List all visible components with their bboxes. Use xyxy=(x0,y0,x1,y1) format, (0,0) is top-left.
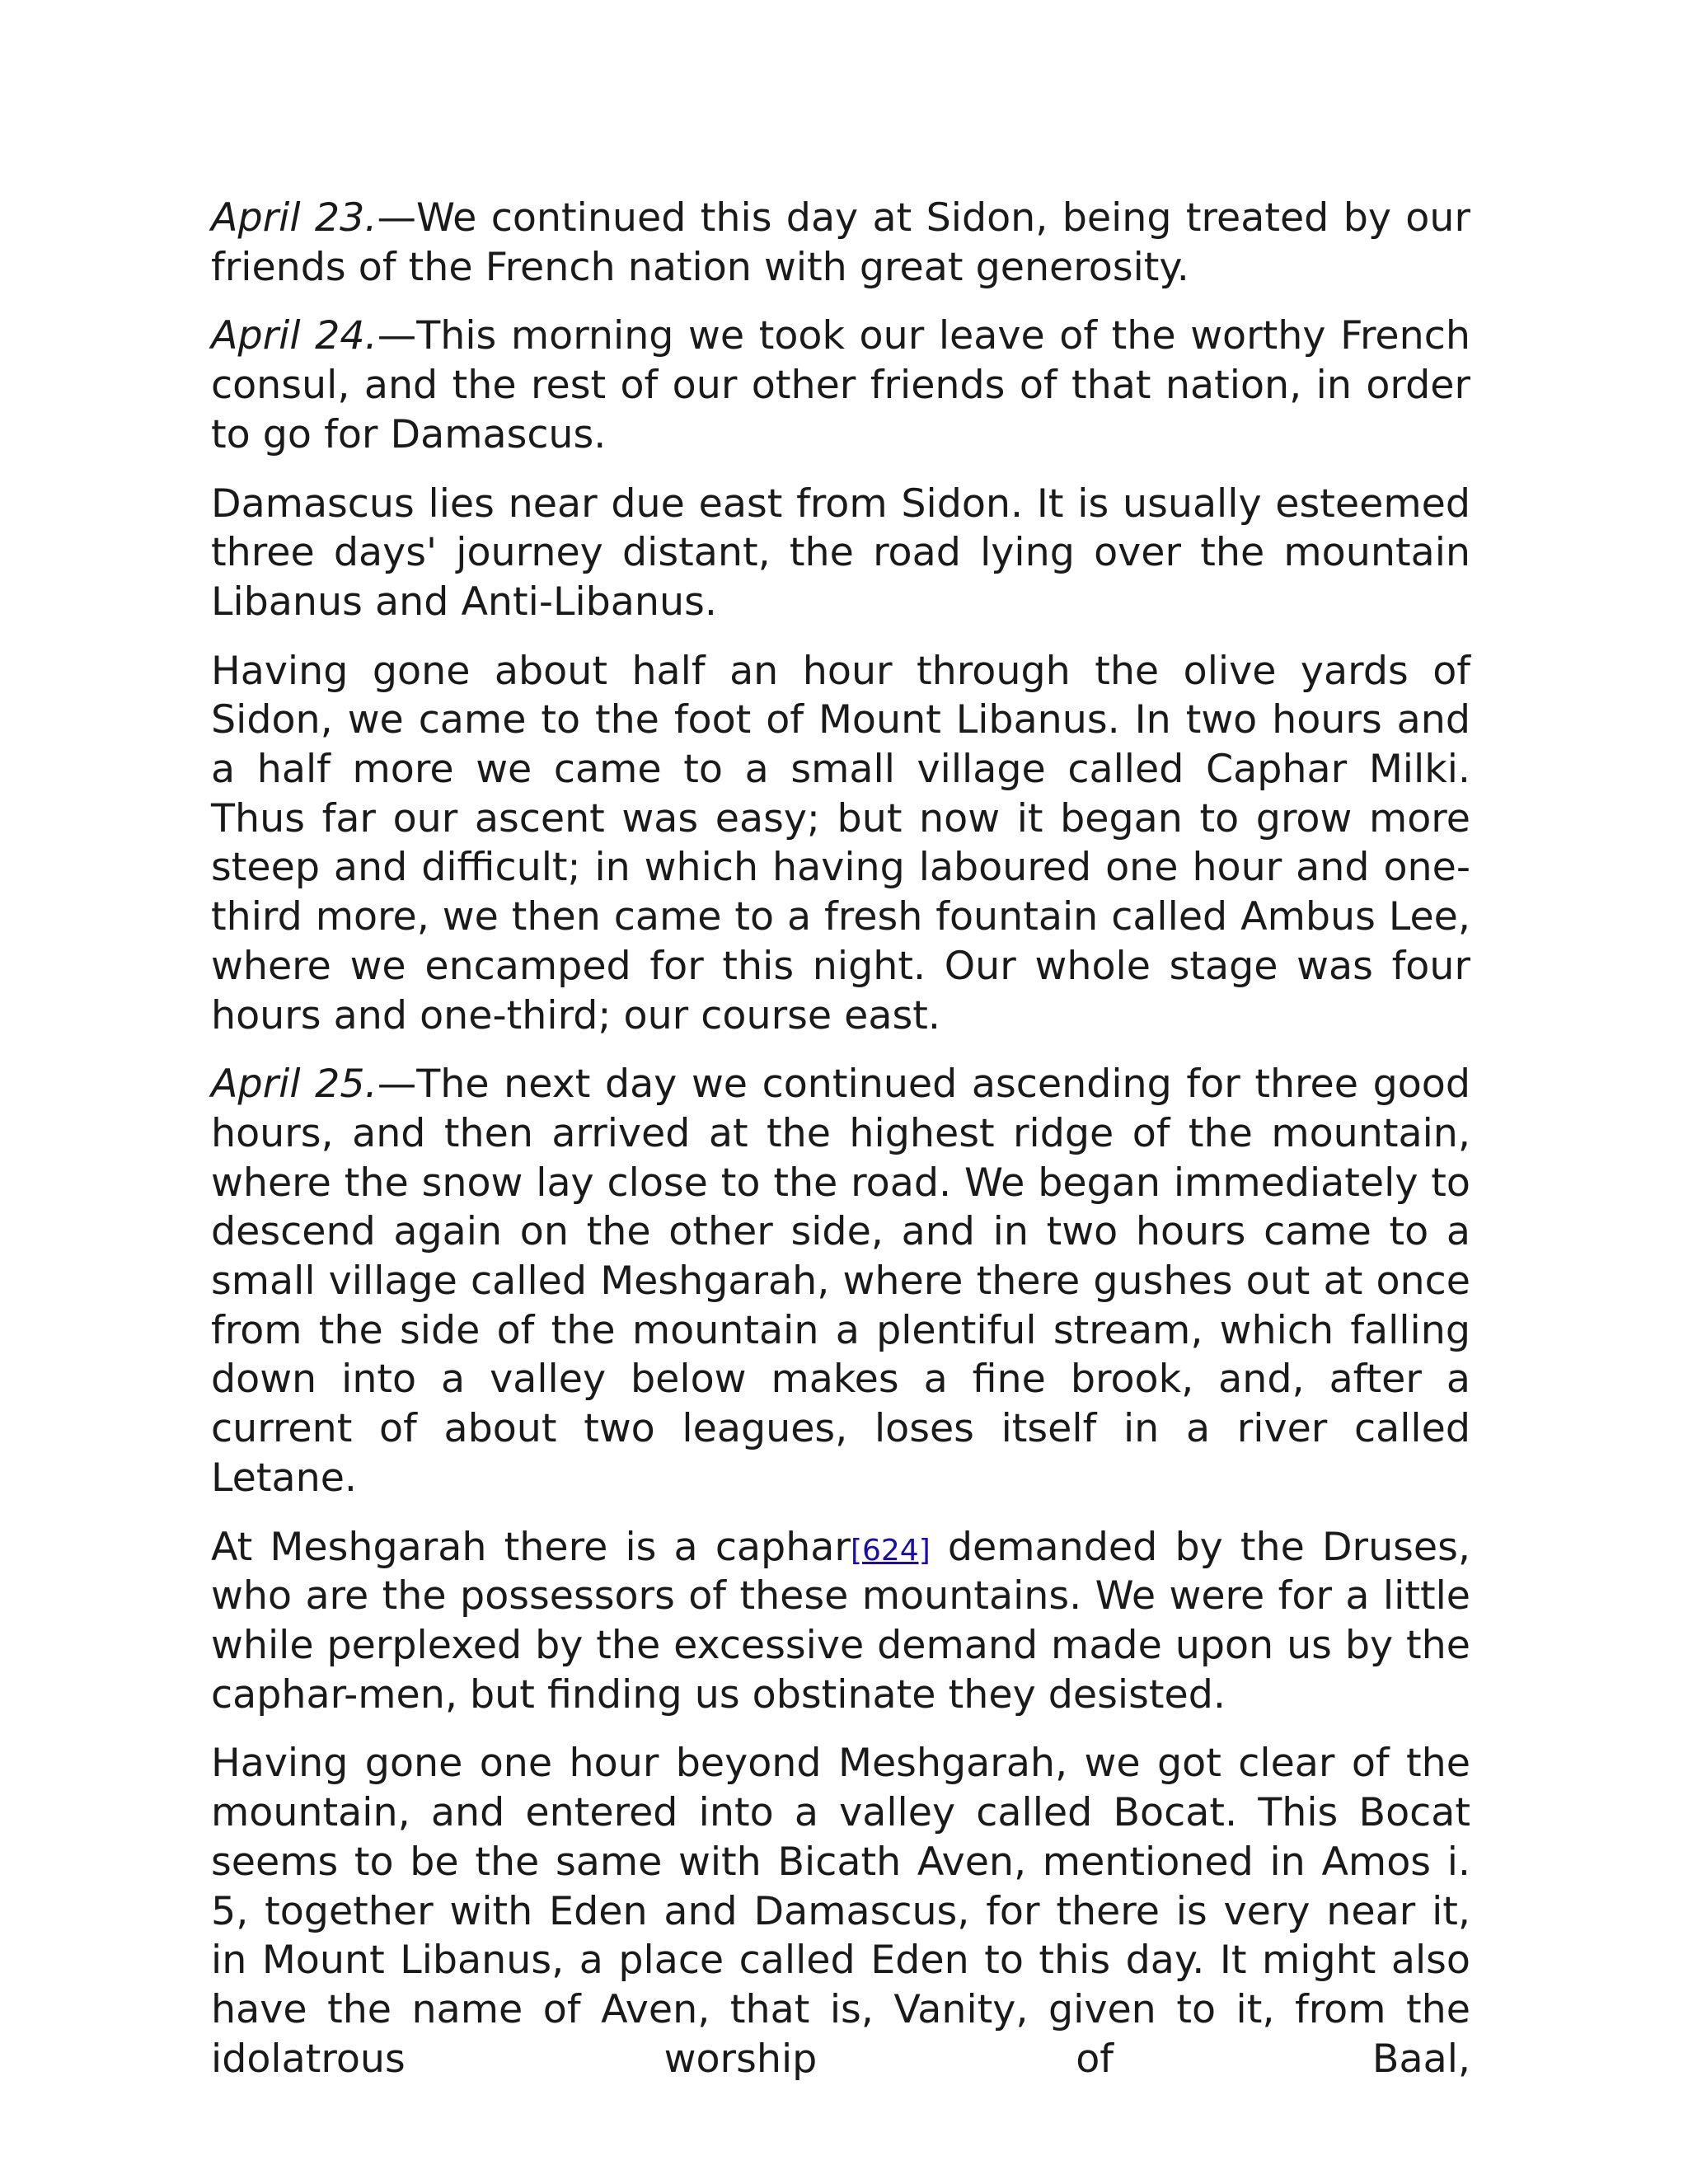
paragraph-text: Damascus lies near due east from Sidon. It is usually esteemed three days' journey distant, the road lying over the mountain Libanus and Anti-Libanus. xyxy=(211,480,1470,625)
date-label: April 25. xyxy=(211,1062,377,1108)
paragraph-bocat xyxy=(211,1739,1470,2083)
page-body xyxy=(211,194,1470,2103)
date-label: April 24. xyxy=(211,313,377,359)
paragraph-april-25 xyxy=(211,1060,1470,1502)
paragraph-text: Having gone one hour beyond Meshgarah, we got clear of the mountain, and entered into a valley called Bocat. This Bocat seems to be the same with Bicath Aven, mentioned in Amos i. 5, together with Eden and Damascus, for there is very near it, in Mount Libanus, a place called Eden to this day. It might also have the name of Aven, that is, Vanity, given to it, from the idolatrous worship of Baal, xyxy=(211,1741,1470,2082)
footnote-link[interactable]: [624] xyxy=(850,1533,931,1568)
paragraph-text: —The next day we continued ascending for three good hours, and then arrived at the highest ridge of the mountain, where the snow lay close to the road. We began immediately to descend again on the other side, and in two hours came to a small village called Meshgarah, where there gushes out at once from the side of the mountain a plentiful stream, which falling down into a valley below makes a fine brook, and, after a current of about two leagues, loses itself in a river called Letane. xyxy=(211,1062,1471,1501)
paragraph-text: At Meshgarah there is a caphar xyxy=(211,1524,851,1570)
paragraph-april-23 xyxy=(211,194,1470,292)
paragraph-olive-yards xyxy=(211,647,1470,1041)
paragraph-meshgarah xyxy=(211,1523,1470,1720)
paragraph-april-24 xyxy=(211,312,1470,459)
date-label: April 23. xyxy=(211,195,377,241)
paragraph-text: demanded by the Druses, who are the possessors of these mountains. We were for a little while perplexed by the excessive demand made upon us by the caphar-men, but finding us obstinate they desisted. xyxy=(211,1524,1470,1718)
paragraph-text: Having gone about half an hour through the olive yards of Sidon, we came to the foot of Mount Libanus. In two hours and a half more we came to a small village called Caphar Milki. Thus far our ascent was easy; but now it began to grow more steep and difficult; in which having laboured one hour and one-third more, we then came to a fresh fountain called Ambus Lee, where we encamped for this night. Our whole stage was four hours and one-third; our course east. xyxy=(211,648,1470,1038)
paragraph-text: —We continued this day at Sidon, being treated by our friends of the French nation with great generosity. xyxy=(211,195,1470,290)
paragraph-text: —This morning we took our leave of the worthy French consul, and the rest of our other friends of that nation, in order to go for Damascus. xyxy=(211,313,1470,457)
paragraph-damascus xyxy=(211,480,1470,627)
